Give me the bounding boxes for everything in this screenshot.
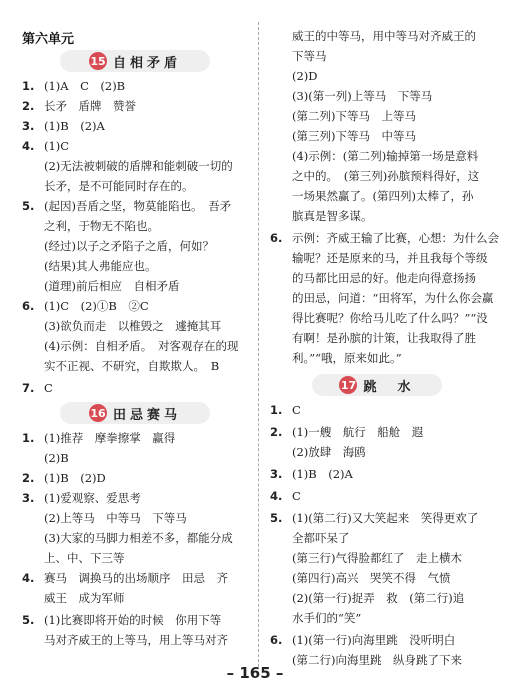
- section-header-15: [60, 50, 210, 72]
- section-number-badge: 15: [89, 52, 107, 70]
- section-title: 田忌赛马: [112, 407, 181, 423]
- section-number-badge: 16: [89, 404, 107, 422]
- section-number-badge: 17: [339, 376, 357, 394]
- column-divider: [258, 22, 259, 667]
- section-title: 自相矛盾: [112, 55, 181, 71]
- section-header-17: [312, 374, 442, 396]
- page-number: – 165 –: [226, 664, 284, 682]
- unit-title: 第六单元: [22, 32, 75, 47]
- section-header-16: [60, 402, 210, 424]
- section-title: 跳 水: [363, 379, 415, 395]
